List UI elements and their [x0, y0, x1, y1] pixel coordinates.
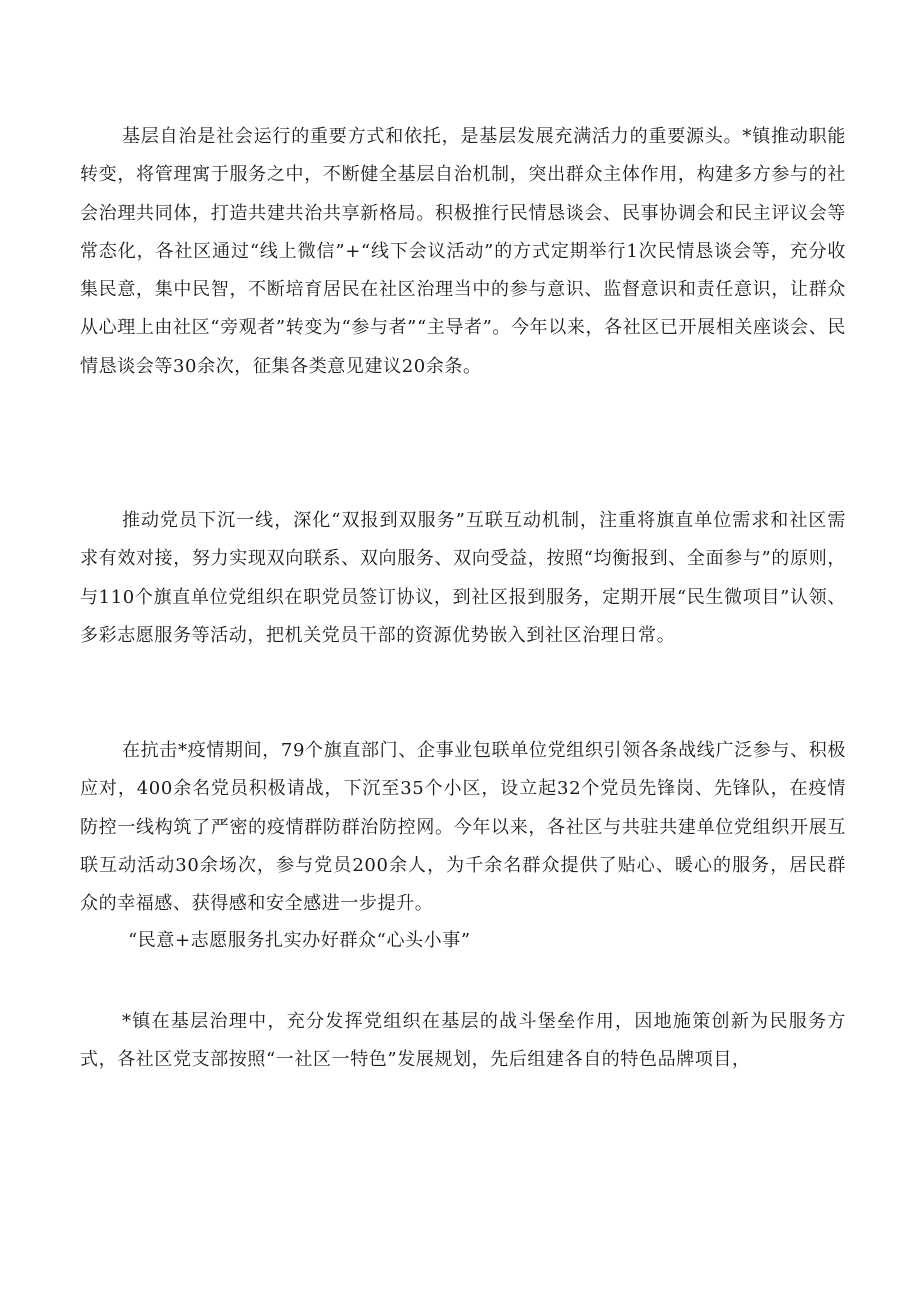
- body-paragraph-epidemic: 在抗击*疫情期间，79个旗直部门、企事业包联单位党组织引领各条战线广泛参与、积极应对，400余名党员积极请战，下沉至35个小区，设立起32个党员先锋岗、先锋队，在疫情防控一线构筑了严密的疫情群防群治防控网。今年以来，各社区与共驻共建单位党组织开展互联互动活动30余场次，参与党员200余人，为千余名群众提供了贴心、暖心的服务，居民群众的幸福感、获得感和安全感进一步提升。: [80, 740, 846, 915]
- body-paragraph-party-members: 推动党员下沉一线，深化“双报到双服务”互联互动机制，注重将旗直单位需求和社区需求有效对接，努力实现双向联系、双向服务、双向受益，按照“均衡报到、全面参与”的原则，与110个旗直单位党组织在职党员签订协议，到社区报到服务，定期开展“民生微项目”认领、多彩志愿服务等活动，把机关党员干部的资源优势嵌入到社区治理日常。: [80, 510, 846, 646]
- section-heading: “民意+志愿服务扎实办好群众“心头小事”: [128, 930, 471, 951]
- body-paragraph-closing: *镇在基层治理中，充分发挥党组织在基层的战斗堡垒作用，因地施策创新为民服务方式，各社区党支部按照“一社区一特色”发展规划，先后组建各自的特色品牌项目，: [80, 1011, 846, 1071]
- body-paragraph-self-governance: 基层自治是社会运行的重要方式和依托，是基层发展充满活力的重要源头。*镇推动职能转变，将管理寓于服务之中，不断健全基层自治机制，突出群众主体作用，构建多方参与的社会治理共同体，打造共建共治共享新格局。积极推行民情恳谈会、民事协调会和民主评议会等常态化，各社区通过“线上微信”+“线下会议活动”的方式定期举行1次民情恳谈会等，充分收集民意，集中民智，不断培育居民在社区治理当中的参与意识、监督意识和责任意识，让群众从心理上由社区“旁观者”转变为“参与者”“主导者”。今年以来，各社区已开展相关座谈会、民情恳谈会等30余次，征集各类意见建议20余条。: [80, 126, 846, 377]
